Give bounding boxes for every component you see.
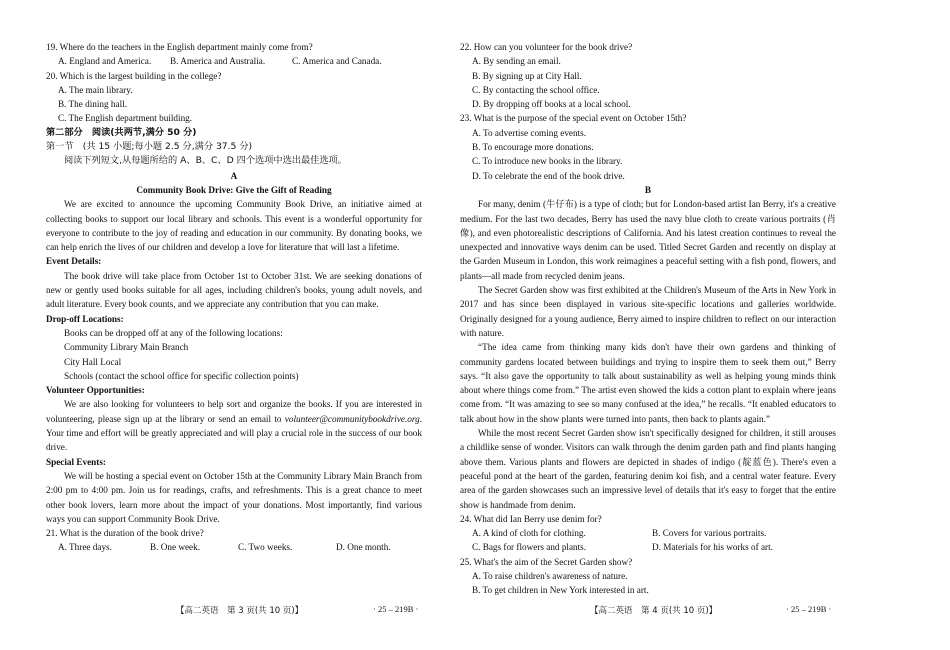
option: B. America and Australia. xyxy=(170,56,266,67)
dropoff-location: City Hall Local xyxy=(64,356,122,367)
option: A. Three days. xyxy=(58,542,112,553)
special-events-paragraph: We will be hosting a special event on October 15th at the Community Library Main Branch from 2:00 pm to 4:00 pm. Join us for readings, crafts, and refreshments. This is a great chance to meet other book lovers, learn more about the impact of your donations. Most importantly, find various ways you can support Community Book Drive. xyxy=(46,470,422,524)
passage-label: A xyxy=(230,170,238,181)
volunteer-text: . Your time and effort will be greatly appreciated and will play a crucial role in the success of our book drive. xyxy=(46,413,422,453)
passage-label: B xyxy=(644,184,652,195)
dropoff-intro: Books can be dropped off at any of the following locations: xyxy=(64,327,283,338)
special-events-heading: Special Events: xyxy=(46,456,106,467)
option: A. To raise children's awareness of nature. xyxy=(472,570,628,581)
left-column xyxy=(46,40,422,555)
passage-b-paragraph-3: “The idea came from thinking many kids don't have their own gardens and thinking of community gardens located between buildings and trying to inspire them to seek them out,” Berry says. “It also gave the opportunity to talk about sustainability as well as helping young minds think about where things come from.” The artist even showed the kids a cotton plant to explain where jeans come from. “It was amazing to see so many confused at the idea,” he recalls. “It enabled educators to talk about how in the show plants were turned into pants, then back to plants again.” xyxy=(460,342,836,424)
option: B. By signing up at City Hall. xyxy=(472,70,582,81)
page-code: · 25 – 219B · xyxy=(786,604,832,614)
option: A. The main library. xyxy=(58,84,133,95)
passage-title: Community Book Drive: Give the Gift of Reading xyxy=(136,184,332,195)
option: C. Two weeks. xyxy=(238,542,293,553)
volunteer-heading: Volunteer Opportunities: xyxy=(46,385,145,396)
passage-b-paragraph-4: While the most recent Secret Garden show isn't specifically designed for children, it still arouses a childlike sense of wonder. Visitors can walk through the denim garden path and find plants hanging above them. Various plants and flowers are depicted in shades of indigo (靛蓝色). There's even a peaceful pond at the heart of the garden, featuring denim koi fish, and a central water feature. Every area of the garden showcases such an impressive level of details that it's easy to forget that the entire show is handmade from denim. xyxy=(460,428,836,510)
page-footer: 【高二英语 第 3 页(共 10 页)】 xyxy=(176,606,304,616)
option: C. To introduce new books in the library. xyxy=(472,156,623,167)
option: B. To get children in New York interested in art. xyxy=(472,585,649,596)
passage-b-paragraph-2: The Secret Garden show was first exhibited at the Children's Museum of the Arts in New York in 2017 and has since been displayed in various site-specific locations and galleries worldwide. Originally designed for a young audience, Berry aimed to inspire children to reflect on our interaction with nature. xyxy=(460,285,836,338)
question-23: 23. What is the purpose of the special event on October 15th? xyxy=(460,113,687,124)
question-20: 20. Which is the largest building in the college? xyxy=(46,70,222,81)
passage-b-paragraph-1: For many, denim (牛仔布) is a type of cloth; but for London-based artist Ian Berry, it's a creative medium. For the last two decades, Berry has used the navy blue cloth to create various portraits (肖像), and even photorealistic descriptions of California. And his latest creation continues to reveal the unexpected and innovative ways denim can be used. Titled Secret Garden and recently on display at the Garden Museum in London, this work reimagines a peaceful setting with a fish pond, flowers, and plants—all made from recycled denim jeans. xyxy=(460,199,836,281)
option: D. To celebrate the end of the book drive. xyxy=(472,170,625,181)
event-details-paragraph: The book drive will take place from October 1st to October 31st. We are seeking donations of new or gently used books suitable for all ages, including children's books, young adult novels, and adult literature. Every book counts, and we appreciate any contribution that you can make. xyxy=(46,270,422,310)
volunteer-text: We are also looking for volunteers to help sort and organize the books. If you are interested in volunteering, please sign up at the library or send an email to xyxy=(46,399,422,424)
dropoff-heading: Drop-off Locations: xyxy=(46,313,124,324)
option: D. Materials for his works of art. xyxy=(652,542,773,553)
question-24-options xyxy=(472,526,836,555)
option: C. America and Canada. xyxy=(292,56,382,67)
option: C. The English department building. xyxy=(58,113,193,124)
option: D. By dropping off books at a local school. xyxy=(472,99,631,110)
question-24: 24. What did Ian Berry use denim for? xyxy=(460,513,602,524)
page-code: · 25 – 219B · xyxy=(373,604,419,614)
intro-paragraph: We are excited to announce the upcoming Community Book Drive, an initiative aimed at collecting books to support our local library and schools. This event is a wonderful opportunity for everyone to contribute to the joy of reading and education in our community. By donating books, we can help enrich the lives of our children and develop a love for literature that will last a lifetime. xyxy=(46,199,422,253)
question-25: 25. What's the aim of the Secret Garden show? xyxy=(460,556,633,567)
option: C. By contacting the school office. xyxy=(472,84,600,95)
question-19-options xyxy=(58,54,422,68)
option: D. One month. xyxy=(336,542,391,553)
instruction: 阅读下列短文,从每题所给的 A、B、C、D 四个选项中选出最佳选项。 xyxy=(64,155,347,167)
question-21-options xyxy=(58,540,422,554)
option: A. England and America. xyxy=(58,56,152,67)
dropoff-location: Schools (contact the school office for specific collection points) xyxy=(64,370,299,381)
option: B. One week. xyxy=(150,542,201,553)
option: A. To advertise coming events. xyxy=(472,127,587,138)
question-19: 19. Where do the teachers in the English department mainly come from? xyxy=(46,42,313,52)
section-heading: 第二部分 阅读(共两节,满分 50 分) xyxy=(46,126,197,138)
option: A. By sending an email. xyxy=(472,56,561,67)
question-22: 22. How can you volunteer for the book drive? xyxy=(460,42,633,52)
option: A. A kind of cloth for clothing. xyxy=(472,528,586,539)
volunteer-paragraph xyxy=(46,397,422,454)
option: B. The dining hall. xyxy=(58,99,127,110)
option: B. To encourage more donations. xyxy=(472,142,594,153)
question-21: 21. What is the duration of the book drive? xyxy=(46,528,204,539)
dropoff-location: Community Library Main Branch xyxy=(64,342,189,353)
page-footer: 【高二英语 第 4 页(共 10 页)】 xyxy=(590,606,718,616)
section-subheading: 第一节 (共 15 小题;每小题 2.5 分,满分 37.5 分) xyxy=(46,141,253,153)
option: B. Covers for various portraits. xyxy=(652,528,767,539)
volunteer-email: volunteer@communitybookdrive.org xyxy=(284,413,420,424)
option: C. Bags for flowers and plants. xyxy=(472,542,587,553)
event-details-heading: Event Details: xyxy=(46,256,102,267)
right-column xyxy=(460,40,836,598)
